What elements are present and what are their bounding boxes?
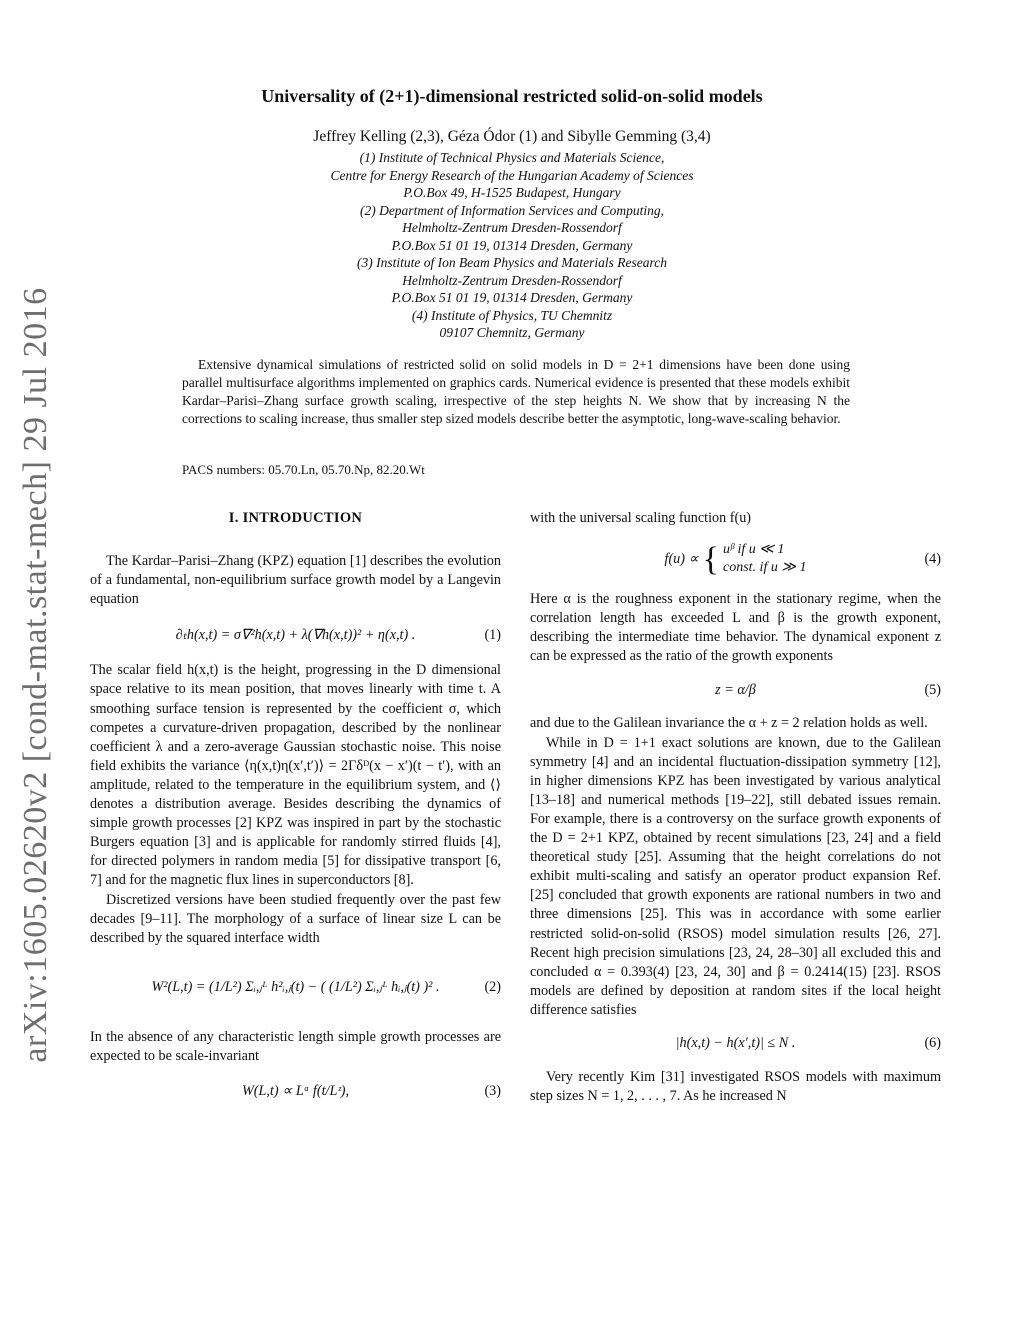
arxiv-identifier: arXiv:1605.02620v2 [cond-mat.stat-mech] 29 Jul 2016 (17, 287, 54, 1063)
affiliation-line: (2) Department of Information Services and Computing, (359, 202, 665, 218)
equation-number: (6) (924, 1035, 941, 1052)
affiliation-line: (3) Institute of Ion Beam Physics and Materials Research (357, 255, 667, 270)
equation-3 (90, 1072, 501, 1112)
left-column (90, 509, 501, 1118)
affiliation-line: P.O.Box 51 01 19, 01314 Dresden, Germany (391, 290, 633, 305)
right-column (530, 509, 941, 1106)
equation-body: z = α/β (715, 681, 756, 698)
equation-lhs: f(u) ∝ (664, 550, 699, 567)
equation-number: (1) (484, 626, 501, 643)
paragraph: Here α is the roughness exponent in the stationary regime, when the correlation length has exceeded L and β is the growth exponent, describing the intermediate time behavior. The dynamical exponent z can be expressed as the ratio of the growth exponents (530, 591, 941, 665)
equation-body: W(L,t) ∝ Lᵅ f(t/Lᶻ), (241, 1083, 350, 1100)
brace-symbol: { (702, 540, 719, 578)
equation-4 (530, 534, 941, 584)
equation-body: W²(L,t) = (1/L²) Σᵢ,ⱼᴸ h²ᵢ,ⱼ(t) − ( (1/L²) Σᵢ,ⱼᴸ hᵢ,ⱼ(t) )² . (151, 979, 440, 996)
affiliation-line: 09107 Chemnitz, Germany (439, 325, 585, 340)
equation-number: (2) (484, 979, 501, 996)
equation-body: ∂ₜh(x,t) = σ∇²h(x,t) + λ(∇h(x,t))² + η(x,t) . (175, 626, 416, 643)
arxiv-sidebar (10, 287, 62, 1063)
affiliation-line: (1) Institute of Technical Physics and Materials Science, (359, 150, 665, 165)
equation-2 (90, 954, 501, 1022)
paragraph: The scalar field h(x,t) is the height, progressing in the D dimensional space relative to its mean position, that moves linearly with time t. A smoothing surface tension is represented by the coefficient σ, which competes a curvature-driven propagation, described by the nonlinear coefficient λ and a zero-average Gaussian stochastic noise. This noise field exhibits the variance ⟨η(x,t)η(x′,t′)⟩ = 2Γδᴰ(x − x′)(t − t′), with an amplitude, related to the temperature in the equilibrium system, and ⟨⟩ denotes a distribution average. Besides describing the dynamics of simple growth processes [2] KPZ was inspired in part by the stochastic Burgers equation [3] and is applicable for randomly stirred fluids [4], for directed polymers in random media [5] for dissipative transport [6, 7] and for the magnetic flux lines in superconductors [8]. (90, 662, 501, 889)
equation-number: (4) (924, 550, 941, 567)
author-list: Jeffrey Kelling (2,3), Géza Ódor (1) and Sibylle Gemming (3,4) (313, 128, 711, 145)
equation-cases (723, 541, 807, 577)
equation-5 (530, 672, 941, 708)
equation-1 (90, 615, 501, 655)
paper-title: Universality of (2+1)-dimensional restricted solid-on-solid models (261, 86, 763, 106)
affiliation-line: P.O.Box 51 01 19, 01314 Dresden, Germany (391, 237, 633, 253)
abstract: Extensive dynamical simulations of restricted solid on solid models in D = 2+1 dimensions have been done using parallel multisurface algorithms implemented on graphics cards. Numerical evidence is presented that these models exhibit Kardar–Parisi–Zhang surface growth scaling, irrespective of the step heights N. We show that by increasing N the corrections to scaling increase, thus smaller step sized models describe better the asymptotic, long-wave-scaling behavior. (182, 357, 850, 426)
affiliation-line: Helmholtz-Zentrum Dresden-Rossendorf (402, 220, 622, 235)
equation-body: |h(x,t) − h(x′,t)| ≤ N . (675, 1035, 796, 1052)
equation-case: uᵝ if u ≪ 1 (723, 542, 785, 558)
paragraph: While in D = 1+1 exact solutions are known, due to the Galilean symmetry [4] and an incidental fluctuation-dissipation symmetry [12], in higher dimensions KPZ has been investigated by various analytical [13–18] and numerical methods [19–22], still debated issues remain. For example, there is a controversy on the surface growth exponents of the D = 2+1 KPZ, obtained by recent simulations [23, 24] and a field theoretical study [25]. Assuming that the height correlations do not exhibit multi-scaling and satisfy an operator product expansion Ref. [25] concluded that growth exponents are rational numbers in two and three dimensions [25]. This was in accordance with some earlier restricted solid-on-solid (RSOS) model simulation results [26, 27]. Recent high precision simulations [23, 24, 28–30] all excluded this and concluded α = 0.393(4) [23, 24, 30] and β = 0.2414(15) [23]. RSOS models are defined by deposition at random sites if the local height difference satisfies (530, 734, 941, 1018)
section-heading: I. INTRODUCTION (228, 510, 363, 526)
paragraph: with the universal scaling function f(u) (530, 510, 752, 526)
paragraph: Very recently Kim [31] investigated RSOS models with maximum step sizes N = 1, 2, . . . , 7. As he increased N (530, 1068, 941, 1105)
paragraph: The Kardar–Parisi–Zhang (KPZ) equation [1] describes the evolution of a fundamental, non-equilibrium surface growth model by a Langevin equation (90, 553, 501, 608)
paragraph: In the absence of any characteristic length simple growth processes are expected to be scale-invariant (90, 1028, 501, 1064)
affiliation-line: Centre for Energy Research of the Hungarian Academy of Sciences (330, 167, 694, 183)
paragraph: and due to the Galilean invariance the α + z = 2 relation holds as well. (530, 715, 928, 732)
affiliation-line: P.O.Box 49, H-1525 Budapest, Hungary (403, 185, 621, 200)
equation-number: (3) (484, 1083, 501, 1100)
equation-number: (5) (924, 681, 941, 698)
equation-6 (530, 1026, 941, 1062)
affiliation-line: Helmholtz-Zentrum Dresden-Rossendorf (402, 272, 622, 288)
affiliations (0, 149, 1024, 342)
pacs-numbers: PACS numbers: 05.70.Ln, 05.70.Np, 82.20.Wt (182, 462, 425, 477)
paragraph: Discretized versions have been studied frequently over the past few decades [9–11]. The morphology of a surface of linear size L can be described by the squared interface width (90, 891, 501, 946)
equation-case: const. if u ≫ 1 (723, 560, 807, 576)
affiliation-line: (4) Institute of Physics, TU Chemnitz (411, 307, 613, 323)
